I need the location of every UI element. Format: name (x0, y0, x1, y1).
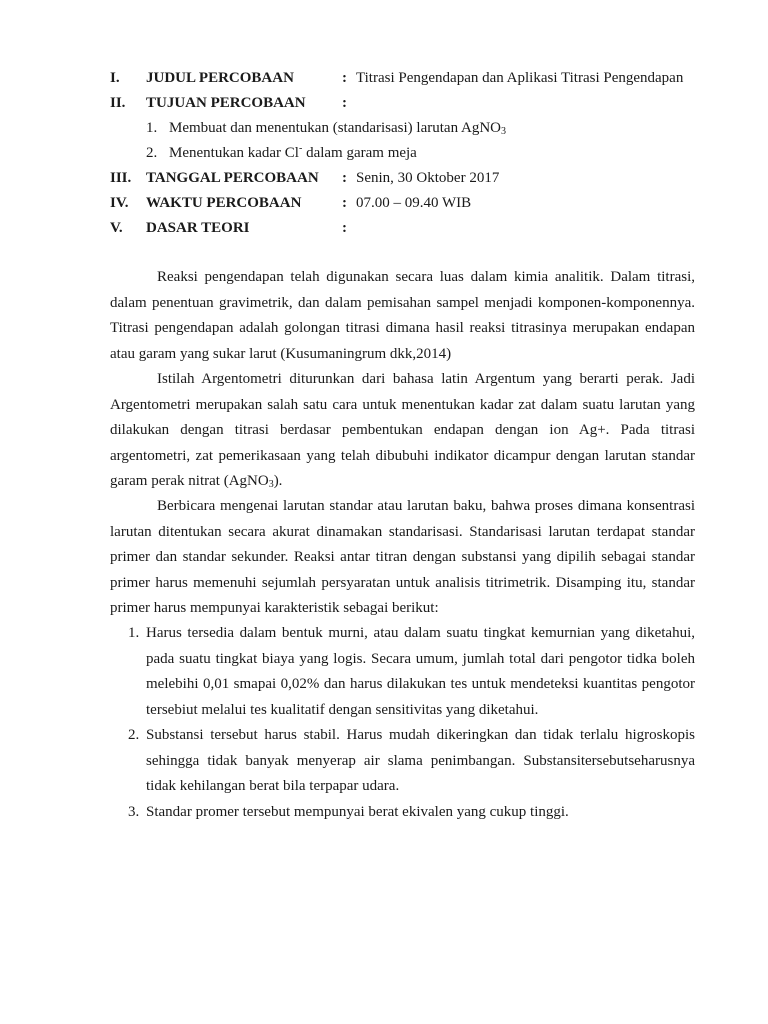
colon: : (342, 170, 347, 186)
colon: : (342, 195, 347, 211)
item-text (169, 118, 506, 138)
colon: : (342, 70, 347, 86)
list-item-text: Standar promer tersebut mempunyai berat ekivalen yang cukup tinggi. (146, 803, 569, 820)
item-text-main: Membuat dan menentukan (standarisasi) larutan AgNO (169, 120, 501, 136)
section-label: JUDUL PERCOBAAN (146, 70, 294, 86)
section-label: TUJUAN PERCOBAAN (146, 95, 306, 111)
section-value: Titrasi Pengendapan dan Aplikasi Titrasi Pengendapan (356, 70, 684, 86)
list-item-text: Harus tersedia dalam bentuk murni, atau dalam suatu tingkat kemurnian yang diketahui, pada suatu tingkat biaya yang logis. Secara umum, jumlah total dari pengotor tidka boleh melebihi 0,01 smapai 0,02% dan harus dilakukan tes untuk mendeteksi kuantitas pengotor tersebiut melalui tes kualitatif dengan sensitivitas yang diketahui. (146, 625, 695, 718)
section-label: TANGGAL PERCOBAAN (146, 170, 319, 186)
list-item-number: 1. (128, 625, 140, 641)
karakteristik-list (110, 621, 695, 825)
section-label: DASAR TEORI (146, 220, 250, 236)
item-text-end: dalam garam meja (302, 145, 417, 161)
colon: : (342, 220, 347, 236)
subscript: 3 (501, 126, 506, 137)
item-text-main: Menentukan kadar Cl (169, 145, 299, 161)
item-number: 1. (146, 120, 158, 136)
paragraph-text: Istilah Argentometri diturunkan dari bahasa latin Argentum yang berarti perak. Jadi Argentometri merupakan salah satu cara untuk menentukan kadar zat dalam suatu larutan yang dilakukan dengan titrasi berdasar pembentukan endapan dengan ion Ag+. Pada titrasi argentometri, zat pemerikasaan yang telah dibubuhi indikator dicampur dengan larutan standar garam perak nitrat (AgNO (110, 371, 695, 489)
section-number: IV. (110, 195, 129, 211)
superscript: - (298, 143, 303, 154)
list-item (110, 621, 695, 723)
colon: : (342, 95, 347, 111)
item-text (169, 143, 417, 163)
section-label: WAKTU PERCOBAAN (146, 195, 302, 211)
section-value: Senin, 30 Oktober 2017 (356, 170, 500, 186)
section-number: V. (110, 220, 123, 236)
subscript: 3 (268, 479, 274, 490)
section-number: III. (110, 170, 132, 186)
list-item (110, 723, 695, 800)
item-number: 2. (146, 145, 158, 161)
section-number: I. (110, 70, 120, 86)
paragraph-reaksi-pengendapan: Reaksi pengendapan telah digunakan secara luas dalam kimia analitik. Dalam titrasi, dalam penentuan gravimetrik, dan dalam pemisahan sampel menjadi komponen-komponennya. Titrasi pengendapan adalah golongan titrasi dimana hasil reaksi titrasinya merupakan endapan atau garam yang sukar larut (Kusumaningrum dkk,2014) (110, 269, 695, 362)
list-item-text: Substansi tersebut harus stabil. Harus mudah dikeringkan dan tidak terlalu higroskopis sehingga tidak banyak menyerap air slama penimbangan. Substansitersebutseharusnya tidak kehilangan berat bila terpapar udara. (146, 727, 695, 794)
paragraph-standar-primer: Berbicara mengenai larutan standar atau larutan baku, bahwa proses dimana konsentrasi larutan ditentukan secara akurat dinamakan standarisasi. Standarisasi larutan terdapat standar primer dan standar sekunder. Reaksi antar titran dengan substansi yang dipilih sebagai standar primer harus memenuhi sejumlah persyaratan untuk analisis titrimetrik. Disamping itu, standar primer harus mempunyai karakteristik sebagai berikut: (110, 498, 695, 616)
list-item-number: 3. (128, 803, 140, 820)
section-number: II. (110, 95, 126, 111)
list-item-number: 2. (128, 727, 140, 743)
list-item (110, 800, 695, 826)
section-value: 07.00 – 09.40 WIB (356, 195, 472, 211)
paragraph-text-end: ). (273, 473, 283, 489)
paragraph-argentometri (110, 367, 695, 495)
